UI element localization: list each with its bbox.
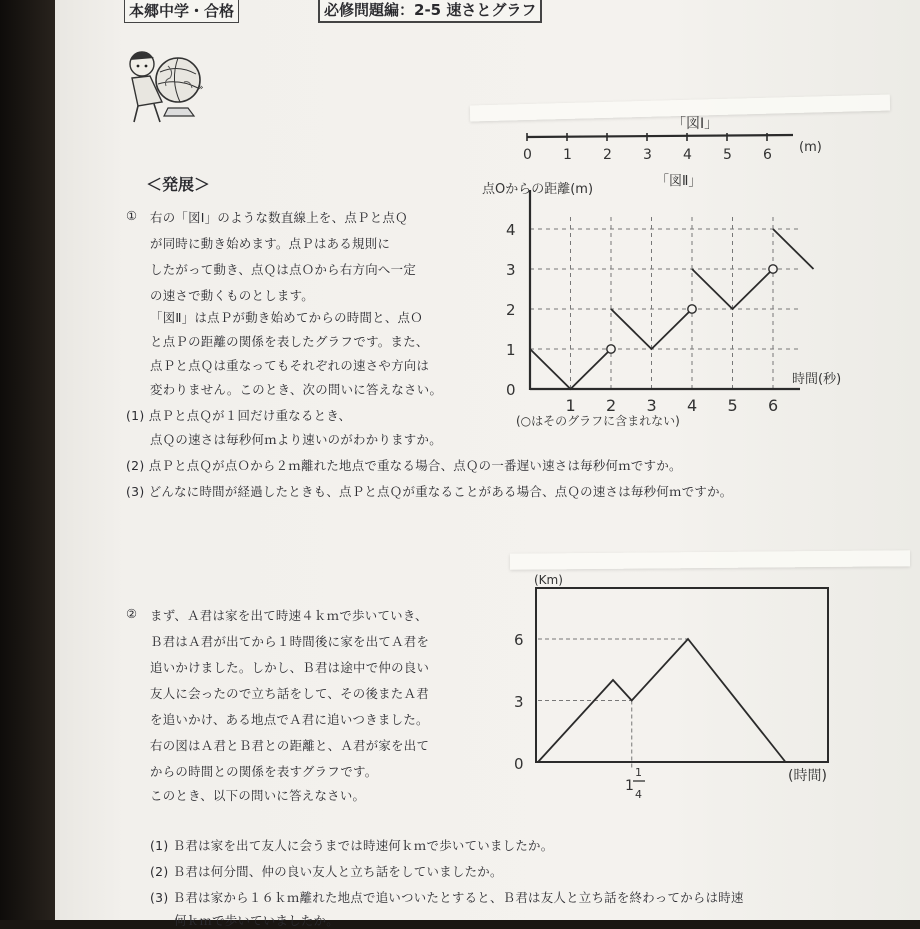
figure2-title: 「図Ⅱ」 (656, 174, 702, 189)
numberline-tick-label: 2 (603, 147, 612, 163)
question-2-2: (2) Ｂ君は何分間、仲の良い友人と立ち話をしていましたか。 (150, 864, 503, 879)
fig2-series-segment (773, 229, 814, 269)
numberline-tick-label: 0 (523, 147, 532, 163)
fig2-xtick-label: 1 (565, 396, 576, 415)
fig2-open-endpoint (688, 305, 696, 313)
unit-title: 必修問題編：2-5 速さとグラフ (318, 0, 542, 23)
figure2-xlabel: 時間(秒) (792, 372, 842, 387)
distance-time-graph (500, 190, 830, 415)
question-2-1: (1) Ｂ君は家を出て友人に会うまでは時速何ｋｍで歩いていましたか。 (150, 838, 554, 853)
fig3-x-mark-whole: 1 (625, 778, 634, 794)
problem2-line: を追いかけ、ある地点でＡ君に追いつきました。 (150, 712, 429, 727)
numberline-tick-label: 5 (723, 147, 732, 163)
figure1-title: 「図Ⅰ」 (672, 116, 719, 132)
svg-text:»: » (198, 83, 204, 93)
question-2-3: (3) Ｂ君は家から１６ｋｍ離れた地点で追いついたとすると、Ｂ君は友人と立ち話を終わってからは時速 (150, 890, 744, 905)
problem1-line: 変わりません。このとき、次の問いに答えなさい。 (150, 382, 443, 397)
fig2-xtick-label: 4 (687, 396, 698, 415)
ab-distance-graph (500, 570, 860, 810)
fig3-x-unit: (時間) (788, 768, 827, 784)
mascot-illustration (120, 42, 210, 124)
problem2-line: Ｂ君はＡ君が出てから１時間後に家を出てＡ君を (150, 634, 430, 649)
fig2-ytick-label: 1 (506, 341, 516, 359)
numberline-tick-label: 1 (563, 147, 572, 163)
problem1-line: 右の「図Ⅰ」のような数直線上を、点Ｐと点Ｑ (150, 210, 408, 225)
question-1-2: (2) 点Ｐと点Ｑが点Ｏから２ｍ離れた地点で重なる場合、点Ｑの一番遅い速さは毎秒何ｍですか。 (126, 458, 682, 473)
problem1-number: ① (126, 208, 138, 223)
fig3-y-unit: (Km) (534, 573, 563, 587)
question-1-3: (3) どんなに時間が経過したときも、点Ｐと点Ｑが重なることがある場合、点Ｑの速さは毎秒何ｍですか。 (126, 484, 733, 499)
section-heading: ＜発展＞ (146, 175, 211, 194)
numberline-unit: (m) (799, 140, 822, 155)
fig3-frame (536, 588, 828, 762)
school-label: 本郷中学・合格 (124, 0, 239, 23)
problem1-line: したがって動き、点Ｑは点Ｏから右方向へ一定 (150, 262, 417, 277)
fig2-ytick-label: 3 (506, 261, 516, 279)
question-2-3-cont: 何ｋｍで歩いていましたか。 (174, 913, 339, 928)
fig2-xtick-label: 3 (646, 396, 657, 415)
problem1-line: の速さで動くものとします。 (150, 288, 314, 303)
fig3-ytick-label: 0 (514, 755, 524, 773)
fig2-xtick-label: 5 (727, 396, 738, 415)
question-1-1: (1) 点Ｐと点Ｑが１回だけ重なるとき、 (126, 408, 352, 423)
fig2-ytick-label: 0 (506, 381, 516, 399)
fig2-open-endpoint (769, 265, 777, 273)
fig2-xtick-label: 2 (606, 396, 617, 415)
problem1-line: 「図Ⅱ」は点Ｐが動き始めてからの時間と、点Ｏ (150, 310, 423, 325)
fig3-ytick-label: 3 (514, 693, 524, 711)
fig2-xtick-label: 6 (768, 396, 779, 415)
numberline-tick-label: 6 (763, 147, 772, 163)
problem2-line: からの時間との関係を表すグラフです。 (150, 764, 378, 779)
problem2-line: 追いかけました。しかし、Ｂ君は途中で仲の良い (150, 660, 430, 675)
number-line-figure (515, 125, 845, 165)
problem2-line: 右の図はＡ君とＢ君との距離と、Ａ君が家を出て (150, 738, 430, 753)
figure2-note: (○はそのグラフに含まれない) (516, 414, 680, 428)
problem2-line: このとき、以下の問いに答えなさい。 (150, 788, 366, 803)
figure2-ylabel: 点Oからの距離(m) (482, 182, 594, 197)
desk-background (0, 0, 58, 920)
problem2-line: まず、Ａ君は家を出て時速４ｋｍで歩いていき、 (150, 608, 428, 623)
problem2-number: ② (126, 606, 138, 621)
fig3-ytick-label: 6 (514, 631, 524, 649)
fig2-ytick-label: 4 (506, 221, 516, 239)
numberline-tick-label: 4 (683, 147, 692, 163)
problem2-line: 友人に会ったので立ち話をして、その後またＡ君 (150, 686, 429, 701)
question-1-1-cont: 点Ｑの速さは毎秒何ｍより速いのがわかりますか。 (150, 432, 442, 447)
fig3-x-mark-den: 4 (635, 788, 642, 801)
problem1-line: と点Ｐの距離の関係を表したグラフです。また、 (150, 334, 429, 349)
fig2-ytick-label: 2 (506, 301, 516, 319)
fig3-x-mark-num: 1 (635, 766, 642, 779)
numberline-tick-label: 3 (643, 147, 652, 163)
problem1-line: が同時に動き始めます。点Ｐはある規則に (150, 236, 391, 251)
fig2-open-endpoint (607, 345, 615, 353)
problem1-line: 点Ｐと点Ｑは重なってもそれぞれの速さや方向は (150, 358, 430, 373)
